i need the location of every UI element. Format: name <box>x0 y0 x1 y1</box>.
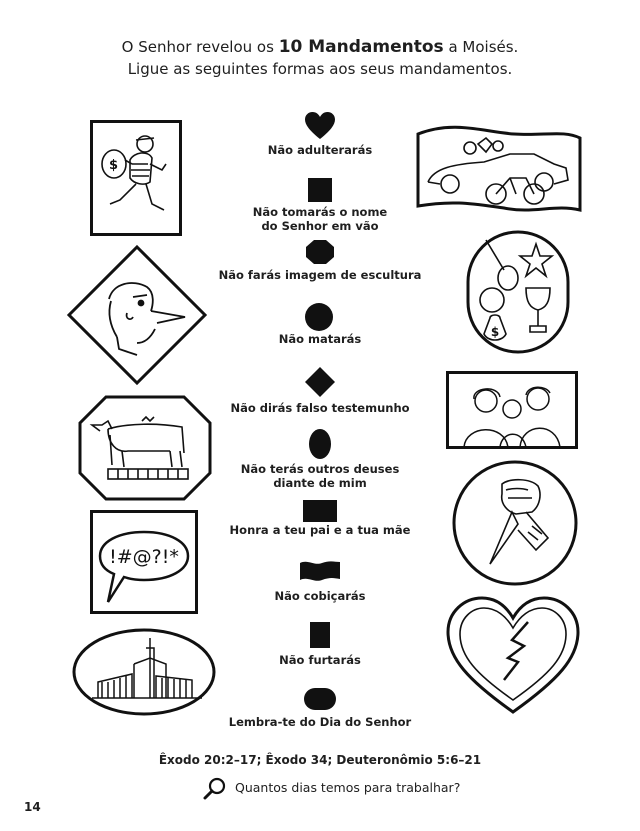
instruction-line: Ligue as seguintes formas aos seus mandamentos. <box>127 60 513 78</box>
broken-heart-picture <box>446 596 580 716</box>
commandment-8: Não cobiçarás <box>274 589 366 603</box>
commandment-1: Não adulterarás <box>267 143 373 157</box>
page-number: 14 <box>24 800 41 814</box>
swearing-picture <box>90 510 198 614</box>
thief-picture <box>90 120 182 236</box>
family-picture <box>446 371 578 449</box>
circle-icon <box>305 303 333 331</box>
knife-picture <box>452 460 578 586</box>
commandment-9: Não furtarás <box>279 653 361 667</box>
octagon-icon <box>306 240 334 264</box>
heart-icon <box>305 112 335 140</box>
tall-rectangle-icon <box>310 622 330 648</box>
title-suffix: a Moisés. <box>448 38 519 56</box>
possessions-picture <box>414 124 584 216</box>
commandment-6: Não terás outros deuses diante de mim <box>240 462 400 490</box>
title-bold: 10 Mandamentos <box>278 37 444 57</box>
swearing-text: !#@?!* <box>109 546 179 568</box>
flag-icon <box>300 560 340 582</box>
instructions <box>0 36 640 80</box>
diamond-icon <box>305 367 335 397</box>
commandment-2: Não tomarás o nome do Senhor em vão <box>252 205 388 233</box>
idols-picture <box>466 230 570 354</box>
commandment-4: Não matarás <box>278 332 362 346</box>
rounded-rectangle-icon <box>304 688 336 710</box>
scripture-reference: Êxodo 20:2–17; Êxodo 34; Deuteronômio 5:6–21 <box>158 753 482 767</box>
rectangle-icon <box>303 500 337 522</box>
golden-calf-picture <box>78 395 212 501</box>
question-text: Quantos dias temos para trabalhar? <box>235 780 461 795</box>
square-icon <box>308 178 332 202</box>
commandment-10: Lembra-te do Dia do Senhor <box>228 715 412 729</box>
lying-face-picture <box>67 245 207 385</box>
commandment-5: Não dirás falso testemunho <box>230 401 410 415</box>
question-row <box>200 776 480 802</box>
money-bag-symbol: $ <box>490 325 500 339</box>
svg-text:$: $ <box>109 158 119 173</box>
magnifying-glass-icon <box>202 776 228 802</box>
commandment-3: Não farás imagem de escultura <box>218 268 422 282</box>
church-picture <box>72 628 216 716</box>
commandment-7: Honra a teu pai e a tua mãe <box>229 523 411 537</box>
title-prefix: O Senhor revelou os <box>121 38 274 56</box>
oval-icon <box>309 429 331 459</box>
